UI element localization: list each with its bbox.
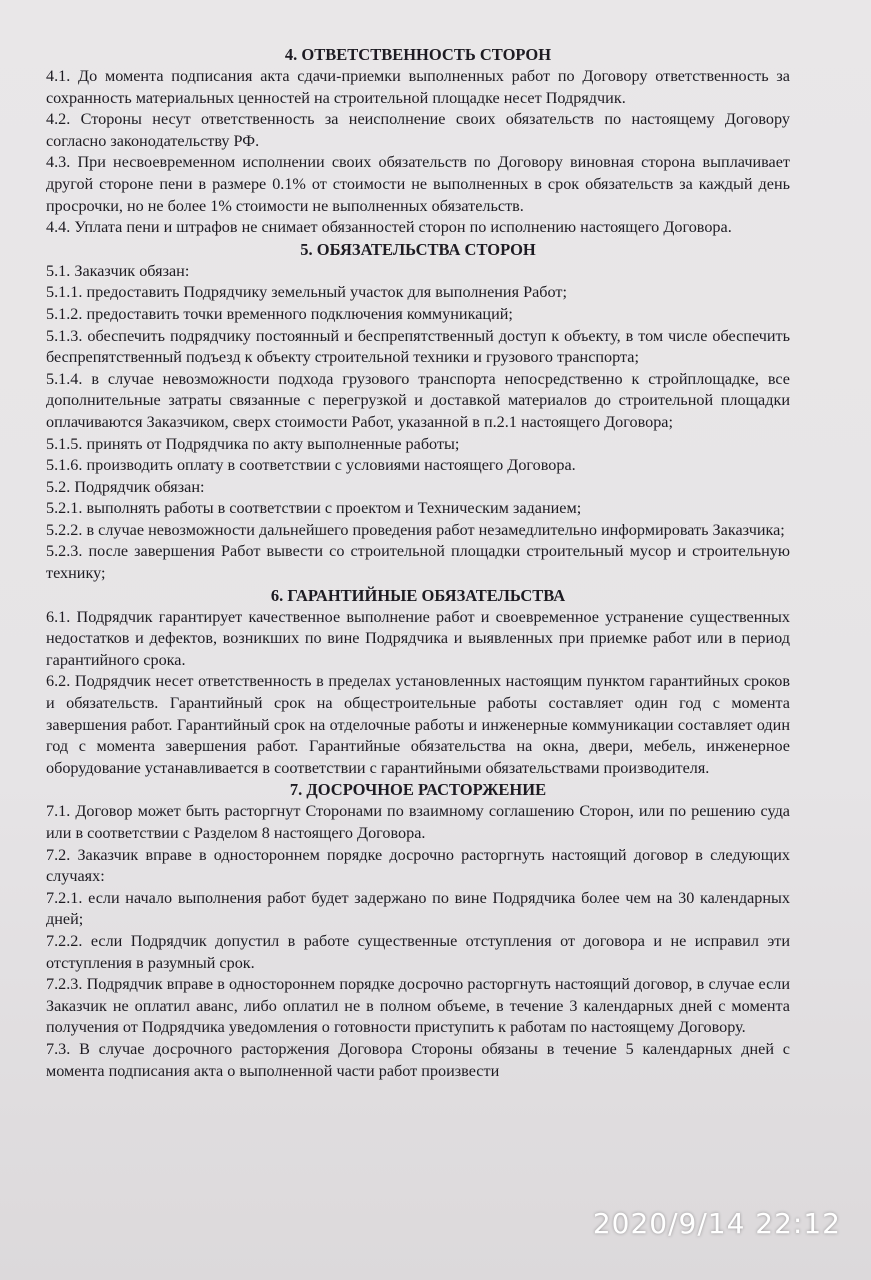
- section-title: 6. ГАРАНТИЙНЫЕ ОБЯЗАТЕЛЬСТВА: [270, 585, 566, 605]
- clause-5-1-4: 5.1.4. в случае невозможности подхода грузового транспорта непосредственно к стройплощадке, все дополнительные затраты связанные с перегрузкой и доставкой материалов до строительной площадки оплачиваются Заказчиком, сверх стоимости Работ, указанной в п.2.1 настоящего Договора;: [46, 369, 790, 431]
- clause-6-2: 6.2. Подрядчик несет ответственность в пределах установленных настоящим пунктом гарантийных сроков и обязательств. Гарантийный срок на общестроительные работы составляет один год с момента завершения работ. Гарантийный срок на отделочные работы и инженерные коммуникации составляет один год с момента завершения работ. Гарантийные обязательства на окна, двери, мебель, инженерное оборудование устанавливается в соответствии с гарантийными обязательствами производителя.: [46, 672, 790, 777]
- clause-5-1-1: 5.1.1. предоставить Подрядчику земельный участок для выполнения Работ;: [46, 283, 567, 302]
- section-6: [46, 585, 790, 780]
- photo-timestamp: 2020/9/14 22:12: [592, 1207, 841, 1240]
- clause-5-2: 5.2. Подрядчик обязан:: [46, 477, 205, 496]
- clause-5-1-2: 5.1.2. предоставить точки временного подключения коммуникаций;: [46, 304, 513, 323]
- clause-5-1-3: 5.1.3. обеспечить подрядчику постоянный и беспрепятственный доступ к объекту, в том числе обеспечить беспрепятственный подъезд к объекту строительной техники и грузового транспорта;: [46, 326, 790, 367]
- clause-7-2: 7.2. Заказчик вправе в одностороннем порядке досрочно расторгнуть настоящий договор в следующих случаях:: [46, 845, 790, 886]
- clause-7-3: 7.3. В случае досрочного расторжения Договора Стороны обязаны в течение 5 календарных дней с момента подписания акта о выполненной части работ произвести: [46, 1039, 790, 1080]
- section-4: [46, 44, 790, 239]
- section-title: 5. ОБЯЗАТЕЛЬСТВА СТОРОН: [300, 239, 536, 259]
- clause-5-2-3: 5.2.3. после завершения Работ вывести со строительной площадки строительный мусор и строительную технику;: [46, 542, 790, 583]
- section-title: 7. ДОСРОЧНОЕ РАСТОРЖЕНИЕ: [289, 780, 547, 800]
- clause-6-1: 6.1. Подрядчик гарантирует качественное выполнение работ и своевременное устранение существенных недостатков и дефектов, возникших по вине Подрядчика и выявленных при приемке работ или в период гарантийного срока.: [46, 607, 790, 669]
- section-7: [46, 779, 790, 1082]
- clause-4-4: 4.4. Уплата пени и штрафов не снимает обязанностей сторон по исполнению настоящего Договора.: [46, 218, 732, 237]
- clause-7-2-2: 7.2.2. если Подрядчик допустил в работе существенные отступления от договора и не исправил эти отступления в разумный срок.: [46, 931, 790, 972]
- clause-7-1: 7.1. Договор может быть расторгнут Сторонами по взаимному соглашению Сторон, или по решению суда или в соответствии с Разделом 8 настоящего Договора.: [46, 802, 790, 842]
- clause-7-2-1: 7.2.1. если начало выполнения работ будет задержано по вине Подрядчика более чем на 30 календарных дней;: [46, 888, 790, 929]
- clause-7-2-3: 7.2.3. Подрядчик вправе в одностороннем порядке досрочно расторгнуть настоящий договор, в случае если Заказчик не оплатил аванс, либо оплатил не в полном объеме, в течение 3 календарных дней с момента получения от Подрядчика уведомления о готовности приступить к работам по настоящему Договору.: [46, 975, 790, 1037]
- clause-4-1: 4.1. До момента подписания акта сдачи-приемки выполненных работ по Договору ответственность за сохранность материальных ценностей на строительной площадке несет Подрядчик.: [46, 67, 790, 107]
- clause-4-2: 4.2. Стороны несут ответственность за неисполнение своих обязательств по настоящему Договору согласно законодательству РФ.: [46, 110, 790, 150]
- clause-5-1: 5.1. Заказчик обязан:: [46, 261, 190, 280]
- clause-5-2-2: 5.2.2. в случае невозможности дальнейшего проведения работ незамедлительно информировать Заказчика;: [46, 520, 785, 539]
- clause-5-2-1: 5.2.1. выполнять работы в соответствии с проектом и Техническим заданием;: [46, 499, 582, 518]
- document-body: [46, 44, 790, 1082]
- section-5: [46, 239, 790, 585]
- section-title: 4. ОТВЕТСТВЕННОСТЬ СТОРОН: [284, 45, 552, 64]
- clause-5-1-5: 5.1.5. принять от Подрядчика по акту выполненные работы;: [46, 434, 460, 453]
- clause-4-3: 4.3. При несвоевременном исполнении своих обязательств по Договору виновная сторона выплачивает другой стороне пени в размере 0.1% от стоимости не выполненных в срок обязательств за каждый день просрочки, но не более 1% стоимости не выполненных обязательств.: [46, 153, 790, 215]
- clause-5-1-6: 5.1.6. производить оплату в соответствии с условиями настоящего Договора.: [46, 456, 576, 475]
